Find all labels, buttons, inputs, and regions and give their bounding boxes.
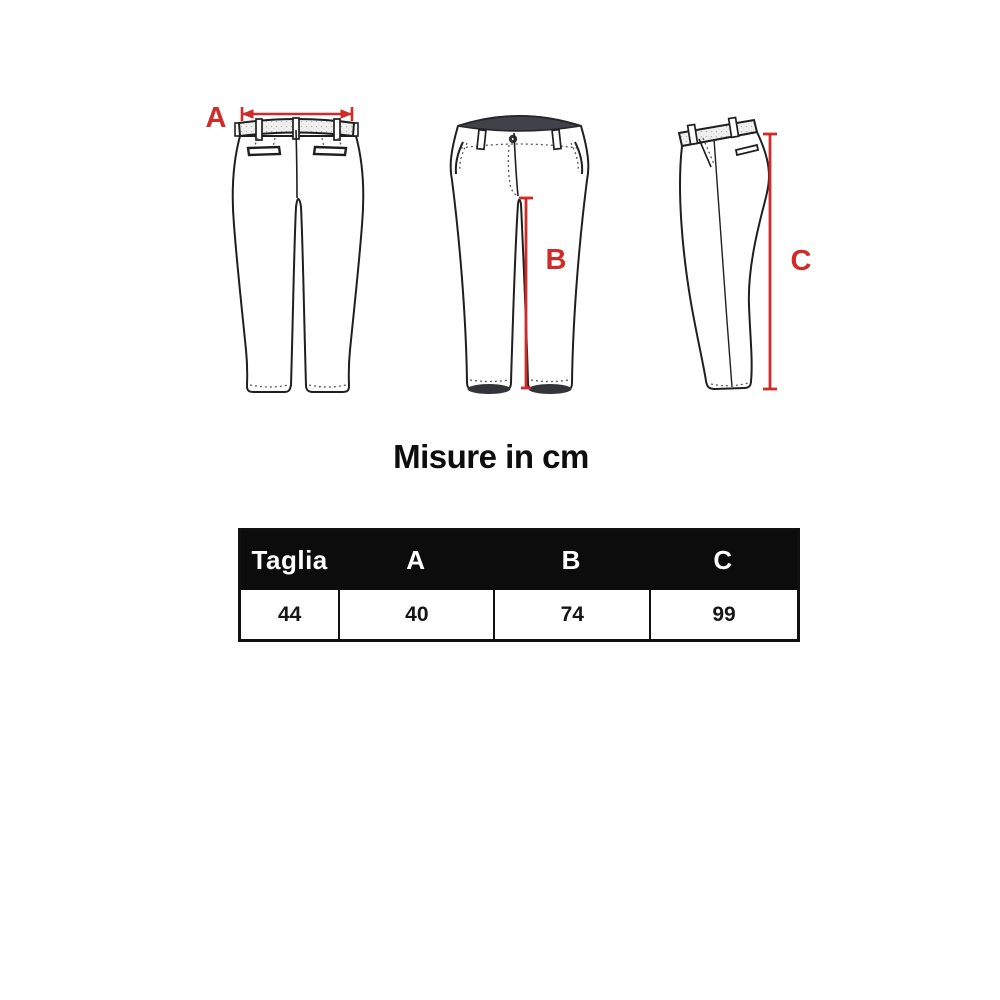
pants-back-view-drawing [206, 102, 364, 392]
hem-opening-left [468, 384, 511, 394]
belt-loop [334, 119, 340, 140]
size-table [238, 528, 800, 642]
dimension-a-label: A [205, 102, 227, 134]
belt-loop [256, 119, 262, 140]
header-cell-b: B [561, 545, 581, 575]
back-pocket-right [314, 147, 346, 155]
back-pocket-left [248, 147, 280, 155]
cell-c-value: 99 [649, 590, 797, 639]
belt-loop [477, 130, 486, 150]
hem-opening-right [529, 384, 572, 394]
size-table-data-row [241, 590, 797, 639]
size-table-header-row [241, 531, 797, 590]
pants-side-silhouette [680, 132, 769, 389]
header-cell-taglia: Taglia [251, 545, 328, 575]
pants-front-view-drawing [451, 116, 589, 394]
waist-opening-interior [458, 116, 580, 131]
dimension-b-label: B [545, 244, 567, 276]
header-cell-c: C [713, 545, 733, 575]
pants-front-silhouette [451, 116, 589, 389]
pants-side-view-drawing [679, 117, 812, 389]
belt-loop [552, 130, 561, 150]
cell-a-value: 40 [338, 590, 493, 639]
cell-taglia-value: 44 [277, 602, 302, 626]
page-title: Misure in cm [393, 438, 589, 475]
dimension-c-label: C [790, 245, 812, 277]
pants-measurement-diagram [0, 0, 1000, 440]
header-cell-a: A [406, 545, 426, 575]
cell-b-value: 74 [493, 590, 649, 639]
pants-back-silhouette [233, 136, 364, 392]
